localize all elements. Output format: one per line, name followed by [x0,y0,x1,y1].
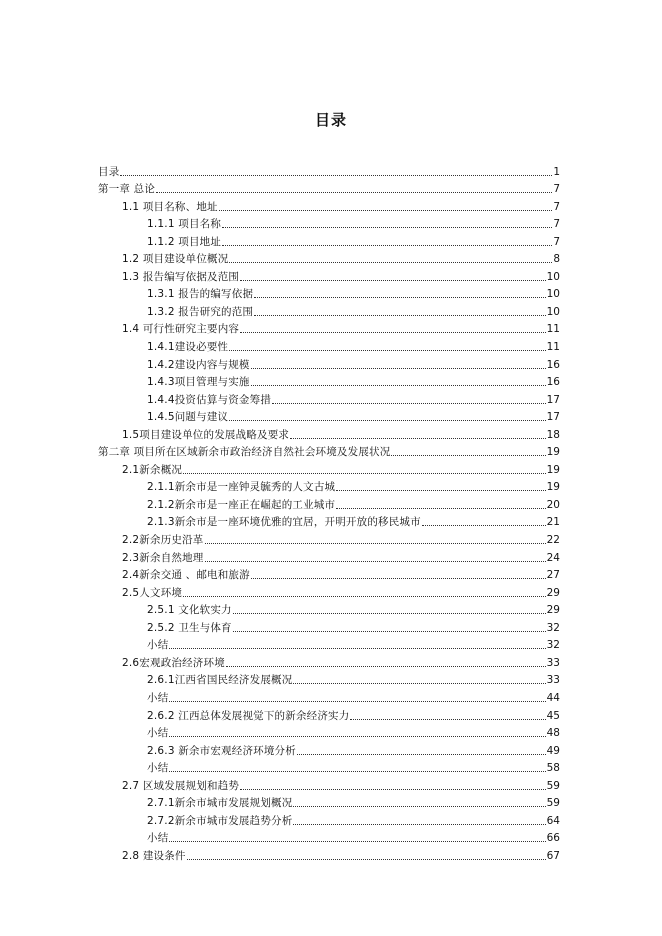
toc-page-number: 18 [546,428,560,441]
toc-entry-title: 1.1.1 项目名称 [147,218,222,231]
toc-page-number: 44 [546,691,560,704]
toc-page-number: 48 [546,727,560,740]
toc-page-number: 24 [546,551,560,564]
toc-entry-title: 1.3.2 报告研究的范围 [147,305,254,318]
toc-entry-title: 1.2 项目建设单位概况 [122,253,229,266]
toc-page-number: 22 [546,534,560,547]
toc-entry[interactable] [98,458,560,476]
toc-entry-title: 2.5.1 文化软实力 [147,604,232,617]
toc-entry[interactable] [98,634,560,652]
toc-dot-leader [156,192,552,193]
toc-entry[interactable] [98,581,560,599]
toc-page-number: 32 [546,621,560,634]
toc-dot-leader [229,350,545,351]
toc-dot-leader [169,736,545,737]
toc-dot-leader [229,420,545,421]
toc-entry-title: 2.5人文环境 [122,586,183,599]
toc-entry[interactable] [98,283,560,301]
toc-dot-leader [293,683,545,684]
toc-entry-title: 1.4.2建设内容与规模 [147,358,250,371]
toc-dot-leader [240,332,545,333]
toc-dot-leader [222,227,552,228]
toc-entry-title: 1.4.4投资估算与资金筹措 [147,393,272,406]
toc-entry[interactable] [98,722,560,740]
toc-entry-title: 2.1.1新余市是一座钟灵毓秀的人文古城 [147,481,336,494]
toc-dot-leader [254,315,545,316]
toc-page-number: 7 [553,183,560,196]
toc-entry[interactable] [98,669,560,687]
toc-entry-title: 1.5项目建设单位的发展战略及要求 [122,428,290,441]
toc-entry[interactable] [98,528,560,546]
toc-entry-title: 1.4.5问题与建议 [147,411,229,424]
toc-entry-title: 2.5.2 卫生与体育 [147,621,232,634]
toc-entry[interactable] [98,616,560,634]
toc-page-number: 19 [546,463,560,476]
toc-entry[interactable] [98,335,560,353]
toc-entry-title: 小结 [147,762,169,775]
toc-page-number: 19 [546,446,560,459]
toc-page-number: 58 [546,762,560,775]
toc-entry-title: 第二章 项目所在区域新余市政治经济自然社会环境及发展状况 [98,446,391,459]
toc-entry[interactable] [98,739,560,757]
toc-page-number: 66 [546,832,560,845]
toc-entry[interactable] [98,704,560,722]
toc-entry-title: 2.7 区域发展规划和趋势 [122,779,240,792]
toc-page-number: 11 [546,341,560,354]
toc-page-number: 33 [546,674,560,687]
toc-entry[interactable] [98,195,560,213]
toc-entry-title: 2.8 建设条件 [122,849,186,862]
toc-entry[interactable] [98,353,560,371]
toc-page-number: 7 [553,235,560,248]
toc-dot-leader [251,578,546,579]
toc-entry-title: 2.6.3 新余市宏观经济环境分析 [147,744,296,757]
toc-entry-title: 小结 [147,639,169,652]
toc-page-number: 33 [546,656,560,669]
toc-entry[interactable] [98,388,560,406]
toc-page-number: 32 [546,639,560,652]
toc-entry[interactable] [98,757,560,775]
toc-page-number: 10 [546,270,560,283]
toc-page-number: 10 [546,288,560,301]
table-of-contents [98,160,560,862]
toc-page-number: 45 [546,709,560,722]
toc-dot-leader [222,245,552,246]
toc-dot-leader [169,701,545,702]
toc-entry[interactable] [98,546,560,564]
toc-page-number: 7 [553,218,560,231]
toc-entry[interactable] [98,827,560,845]
toc-dot-leader [205,561,546,562]
toc-entry-title: 第一章 总论 [98,183,156,196]
toc-page-number: 17 [546,393,560,406]
toc-page-number: 64 [546,814,560,827]
toc-dot-leader [240,280,545,281]
toc-entry[interactable] [98,651,560,669]
toc-page-number: 19 [546,481,560,494]
toc-entry[interactable] [98,774,560,792]
toc-entry[interactable] [98,493,560,511]
toc-entry[interactable] [98,599,560,617]
toc-dot-leader [254,297,545,298]
toc-entry[interactable] [98,371,560,389]
toc-entry-title: 2.2新余历史沿革 [122,534,204,547]
toc-entry-title: 1.4 可行性研究主要内容 [122,323,240,336]
toc-entry[interactable] [98,213,560,231]
toc-dot-leader [251,385,546,386]
toc-dot-leader [422,525,546,526]
toc-page-number: 1 [553,165,560,178]
toc-page-number: 59 [546,779,560,792]
toc-dot-leader [226,666,546,667]
toc-dot-leader [187,859,546,860]
toc-page-number: 16 [546,376,560,389]
toc-page-number: 17 [546,411,560,424]
toc-entry-title: 目录 [98,165,120,178]
toc-page-number: 10 [546,305,560,318]
toc-page-number: 49 [546,744,560,757]
toc-entry-title: 2.6.2 江西总体发展视觉下的新余经济实力 [147,709,350,722]
toc-page-number: 29 [546,604,560,617]
toc-entry[interactable] [98,423,560,441]
toc-entry-title: 2.6宏观政治经济环境 [122,656,225,669]
toc-dot-leader [120,175,552,176]
toc-entry[interactable] [98,406,560,424]
toc-dot-leader [183,473,546,474]
toc-entry-title: 2.4新余交通 、邮电和旅游 [122,569,250,582]
toc-page-number: 59 [546,797,560,810]
toc-dot-leader [240,789,545,790]
toc-entry-title: 2.7.1新余市城市发展规划概况 [147,797,293,810]
toc-entry-title: 1.4.3项目管理与实施 [147,376,250,389]
toc-entry-title: 小结 [147,832,169,845]
toc-entry-title: 2.1新余概况 [122,463,183,476]
toc-dot-leader [169,771,545,772]
toc-entry-title: 1.4.1建设必要性 [147,341,229,354]
toc-entry[interactable] [98,809,560,827]
toc-entry[interactable] [98,300,560,318]
toc-dot-leader [219,210,553,211]
toc-dot-leader [293,824,545,825]
toc-entry[interactable] [98,686,560,704]
toc-dot-leader [272,403,546,404]
page-title: 目录 [314,111,347,129]
toc-dot-leader [205,543,546,544]
toc-entry-title: 小结 [147,727,169,740]
toc-dot-leader [229,262,552,263]
toc-dot-leader [297,754,546,755]
toc-entry-title: 1.3 报告编写依据及范围 [122,270,240,283]
toc-entry-title: 2.1.2新余市是一座正在崛起的工业城市 [147,498,336,511]
toc-page-number: 67 [546,849,560,862]
toc-page-number: 27 [546,569,560,582]
toc-entry[interactable] [98,511,560,529]
toc-entry[interactable] [98,265,560,283]
toc-entry-title: 2.1.3新余市是一座环境优雅的宜居，开明开放的移民城市 [147,516,421,529]
toc-entry[interactable] [98,441,560,459]
toc-dot-leader [350,719,545,720]
toc-dot-leader [169,648,545,649]
toc-entry-title: 小结 [147,691,169,704]
toc-dot-leader [290,438,546,439]
toc-dot-leader [251,368,546,369]
toc-dot-leader [233,613,546,614]
toc-entry[interactable] [98,792,560,810]
toc-entry-title: 2.3新余自然地理 [122,551,204,564]
toc-entry[interactable] [98,160,560,178]
toc-entry[interactable] [98,178,560,196]
toc-dot-leader [293,806,545,807]
toc-dot-leader [391,455,545,456]
toc-entry[interactable] [98,318,560,336]
toc-entry[interactable] [98,230,560,248]
toc-page-number: 20 [546,498,560,511]
toc-page-number: 16 [546,358,560,371]
toc-dot-leader [183,596,546,597]
toc-entry-title: 2.7.2新余市城市发展趋势分析 [147,814,293,827]
toc-page-number: 29 [546,586,560,599]
toc-dot-leader [233,631,546,632]
toc-entry-title: 1.1 项目名称、地址 [122,200,218,213]
toc-dot-leader [169,841,545,842]
toc-entry[interactable] [98,564,560,582]
toc-page-number: 7 [553,200,560,213]
toc-dot-leader [336,490,545,491]
toc-entry[interactable] [98,844,560,862]
toc-dot-leader [336,508,545,509]
toc-entry-title: 2.6.1江西省国民经济发展概况 [147,674,293,687]
toc-entry[interactable] [98,248,560,266]
toc-page-number: 21 [546,516,560,529]
toc-entry-title: 1.1.2 项目地址 [147,235,222,248]
toc-entry-title: 1.3.1 报告的编写依据 [147,288,254,301]
toc-page-number: 11 [546,323,560,336]
toc-page-number: 8 [553,253,560,266]
toc-entry[interactable] [98,476,560,494]
